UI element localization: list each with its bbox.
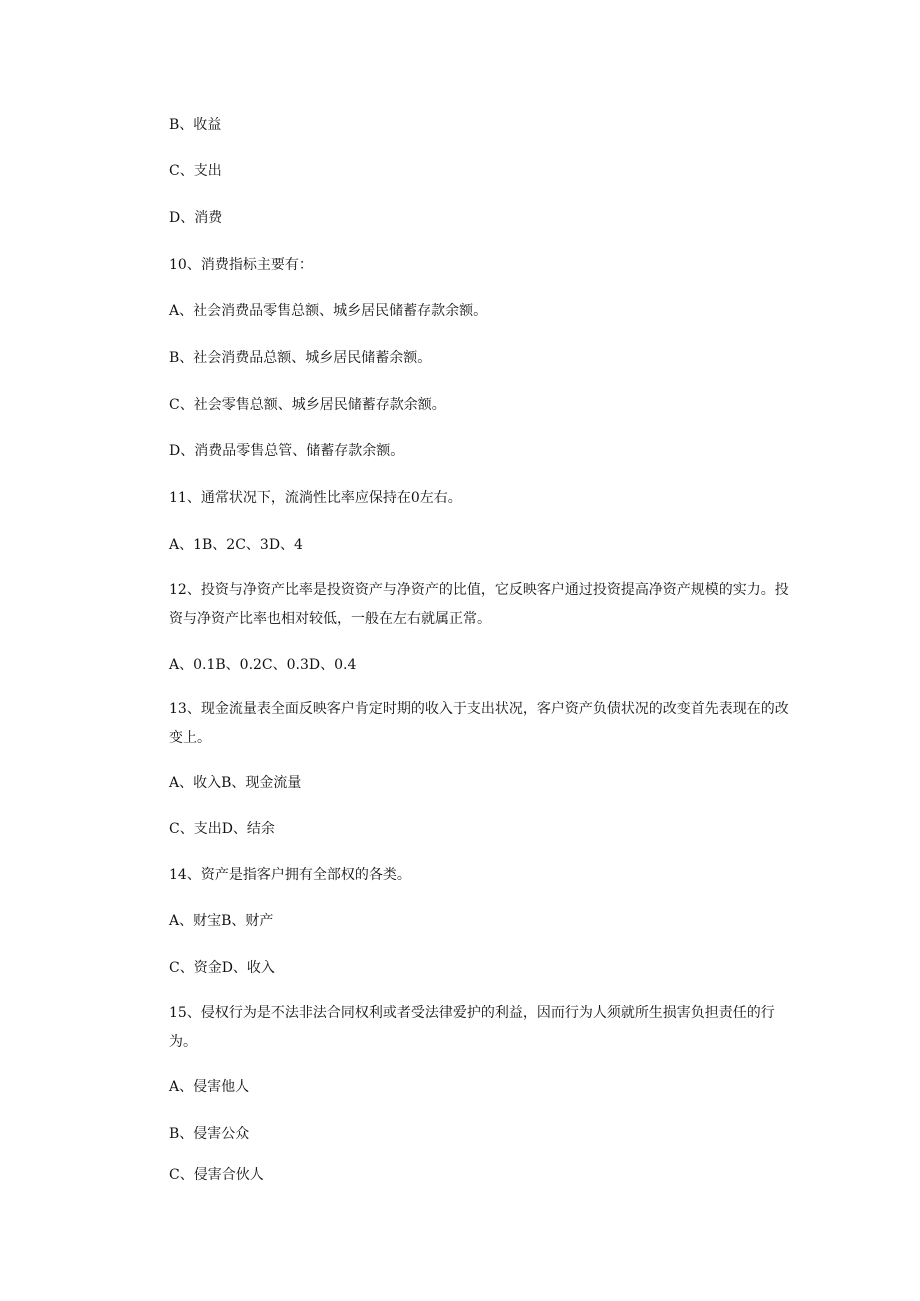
- q13-options-ab: A、收入B、现金流量: [169, 775, 302, 791]
- q14-options-cd: C、资金D、收入: [169, 960, 275, 976]
- question-15: 15、侵权行为是不法非法合同权利或者受法律爱护的利益，因而行为人须就所生损害负担责任的行为。: [169, 1005, 775, 1050]
- q10-option-d: D、消费品零售总管、储蓄存款余额。: [169, 443, 405, 459]
- question-14: 14、资产是指客户拥有全部权的各类。: [169, 867, 411, 883]
- q15-option-c: C、侵害合伙人: [169, 1167, 264, 1183]
- q10-option-c: C、社会零售总额、城乡居民储蓄存款余额。: [169, 397, 446, 413]
- question-13: 13、现金流量表全面反映客户肯定时期的收入于支出状况，客户资产负债状况的改变首先表现在的改变上。: [169, 701, 789, 746]
- q15-option-b: B、侵害公众: [169, 1126, 250, 1142]
- question-10: 10、消费指标主要有：: [169, 257, 313, 273]
- q14-options-ab: A、财宝B、财产: [169, 913, 274, 929]
- question-11: 11、通常状况下，流淌性比率应保持在0左右。: [169, 490, 462, 506]
- option-d-consumption: D、消费: [169, 210, 223, 226]
- q10-option-a: A、社会消费品零售总额、城乡居民储蓄存款余额。: [169, 303, 488, 319]
- q13-options-cd: C、支出D、结余: [169, 821, 275, 837]
- q10-option-b: B、社会消费品总额、城乡居民储蓄余额。: [169, 350, 432, 366]
- q11-options: A、1B、2C、3D、4: [169, 537, 303, 553]
- q15-option-a: A、侵害他人: [169, 1079, 250, 1095]
- question-12: 12、投资与净资产比率是投资资产与净资产的比值，它反映客户通过投资提高净资产规模的实力。投资与净资产比率也相对较低，一般在左右就属正常。: [169, 582, 789, 627]
- q12-options: A、0.1B、0.2C、0.3D、0.4: [169, 657, 357, 673]
- option-b-income: B、收益: [169, 117, 222, 133]
- option-c-expense: C、支出: [169, 163, 222, 179]
